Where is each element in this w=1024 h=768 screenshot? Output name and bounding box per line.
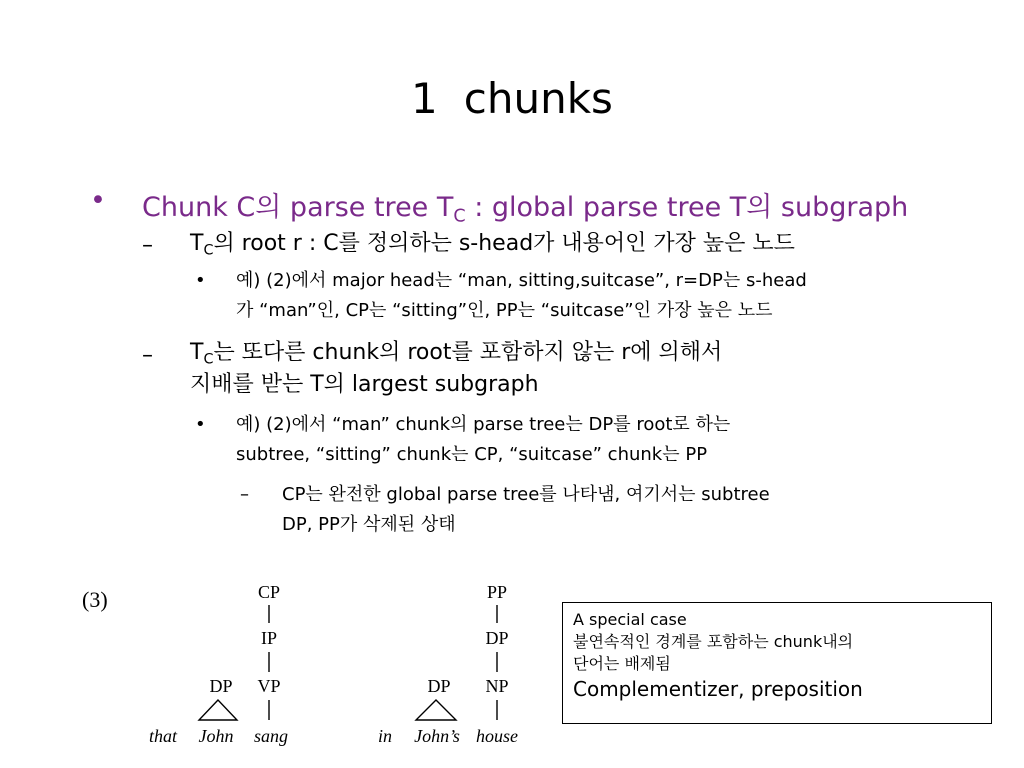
- tree-node: DP: [209, 676, 233, 696]
- tree-node: IP: [260, 628, 278, 648]
- bullet-1-text: Chunk C의 parse tree $T_C$ : global parse tree T의 subgraph: [142, 192, 909, 227]
- sub1-example-line-2: 가 “man”인, CP는 “sitting”인, PP는 “suitcase”인 가장 높은 노드: [236, 300, 773, 321]
- tree-word: in: [377, 726, 393, 746]
- tree-triangle: [416, 700, 456, 720]
- example-label: (3): [82, 587, 108, 612]
- tree-triangle: [199, 700, 237, 720]
- tree-word: John: [198, 726, 234, 746]
- callout-line-2: 불연속적인 경계를 포함하는 chunk내의: [573, 632, 854, 651]
- tree-node: PP: [486, 582, 508, 602]
- special-case-callout: [562, 602, 992, 724]
- sub2-dash-line-1: CP는 완전한 global parse tree를 나타냄, 여기서는 subtree: [282, 484, 770, 505]
- dash-icon: –: [240, 484, 249, 505]
- sub2-example-line-1: 예) (2)에서 “man” chunk의 parse tree는 DP를 root로 하는: [236, 414, 731, 435]
- sub2-example-line-2: subtree, “sitting” chunk는 CP, “suitcase” chunk는 PP: [236, 444, 708, 465]
- title-text: chunks: [463, 74, 613, 123]
- tree-node: DP: [485, 628, 509, 648]
- tree-node: VP: [257, 676, 281, 696]
- syntax-tree-figure: [0, 568, 560, 768]
- bullet-dot-icon: •: [90, 185, 106, 216]
- tree-node: CP: [257, 582, 281, 602]
- slide-title: [0, 74, 1024, 123]
- dash-icon: –: [142, 343, 153, 368]
- callout-line-3: 단어는 배제됨: [573, 654, 671, 673]
- tree-word: John’s: [414, 726, 460, 746]
- tree-word: that: [148, 726, 178, 746]
- tree-word: sang: [253, 726, 289, 746]
- sub-bullet-2: $T_C$는 또다른 chunk의 root를 포함하지 않는 r에 의해서: [190, 340, 723, 368]
- sub2-dash-line-2: DP, PP가 삭제된 상태: [282, 514, 456, 535]
- sub-bullet-2-line-2: 지배를 받는 T의 largest subgraph: [190, 372, 539, 397]
- tree-word: house: [476, 726, 518, 746]
- bullet-dot-icon: •: [195, 414, 206, 435]
- sub-bullet-1: $T_C$의 root r : C를 정의하는 s-head가 내용어인 가장 높은 노드: [190, 231, 795, 259]
- dash-icon: –: [142, 233, 153, 258]
- bullet-dot-icon: •: [195, 270, 206, 291]
- title-number: 1: [411, 74, 438, 123]
- callout-title: A special case: [573, 610, 687, 629]
- tree-node: DP: [427, 676, 451, 696]
- sub1-example-line-1: 예) (2)에서 major head는 “man, sitting,suitcase”, r=DP는 s-head: [236, 270, 807, 291]
- tree-node: NP: [485, 676, 509, 696]
- callout-line-4: Complementizer, preposition: [573, 677, 863, 701]
